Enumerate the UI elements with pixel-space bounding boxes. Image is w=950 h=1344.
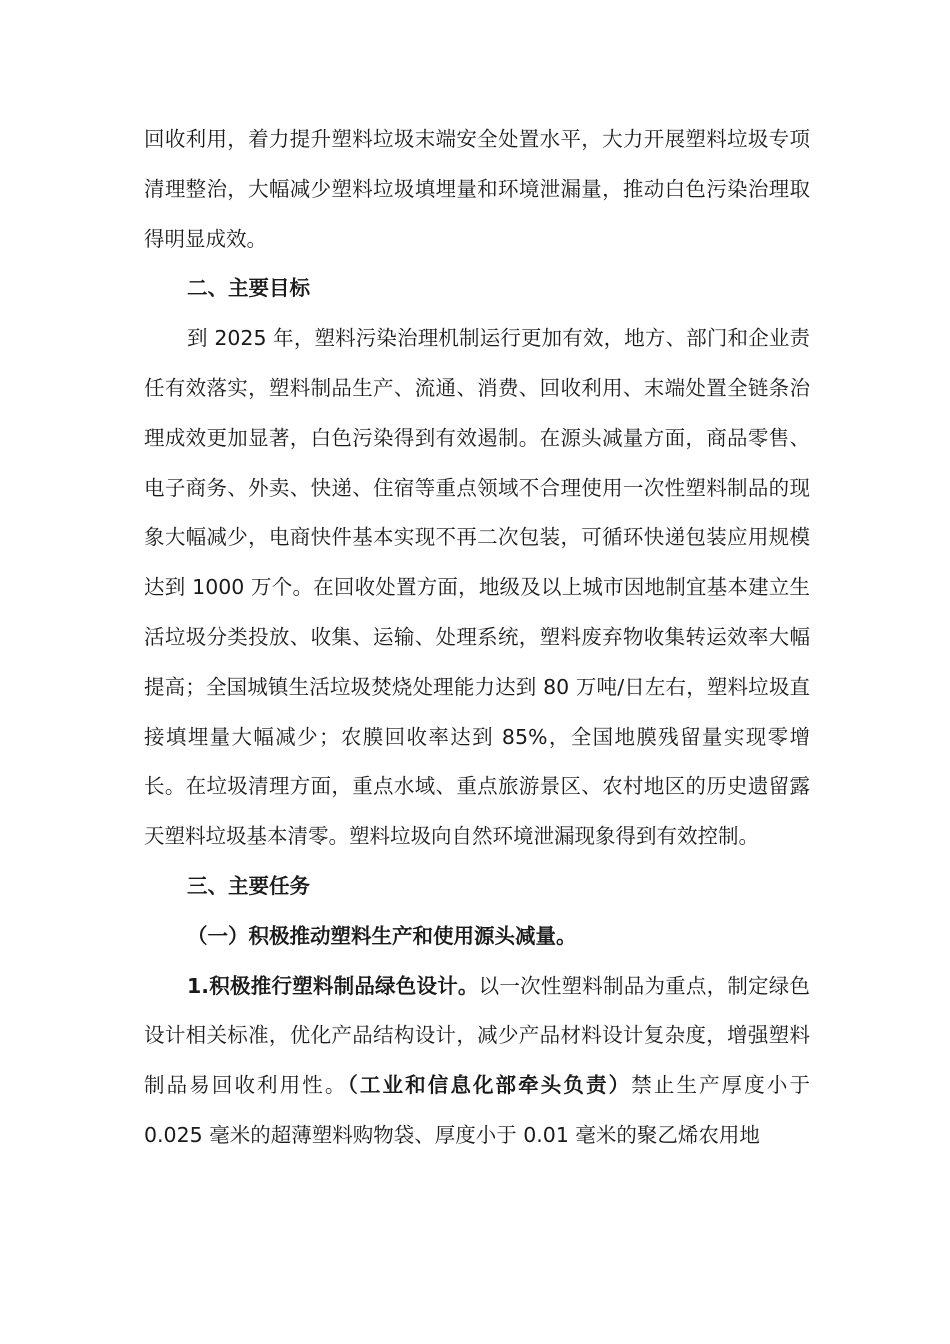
paragraph-continuation: 回收利用，着力提升塑料垃圾末端安全处置水平，大力开展塑料垃圾专项清理整治，大幅减少塑料垃圾填埋量和环境泄漏量，推动白色污染治理取得明显成效。 [144, 127, 810, 251]
item-1-text-a: 以一次性塑料制品为重点，制定绿色设计相关标准，优化产品结构设计，减少产品材料设计复杂度，增强塑料制品易回收利用性。 [144, 973, 811, 1098]
document-body [144, 115, 810, 1161]
section-heading-main-tasks: 三、主要任务 [187, 873, 310, 898]
item-1-title: 1.积极推行塑料制品绿色设计。 [187, 973, 479, 998]
item-1-responsible-dept: （工业和信息化部牵头负责） [347, 1073, 632, 1098]
paragraph-main-goals: 到 2025 年，塑料污染治理机制运行更加有效，地方、部门和企业责任有效落实，塑料制品生产、流通、消费、回收利用、末端处置全链条治理成效更加显著，白色污染得到有效遏制。在源头减量方面，商品零售、电子商务、外卖、快递、住宿等重点领域不合理使用一次性塑料制品的现象大幅减少，电商快件基本实现不再二次包装，可循环快递包装应用规模达到 1000 万个。在回收处置方面，地级及以上城市因地制宜基本建立生活垃圾分类投放、收集、运输、处理系统，塑料废弃物收集转运效率大幅提高；全国城镇生活垃圾焚烧处理能力达到 80 万吨/日左右，塑料垃圾直接填埋量大幅减少；农膜回收率达到 85%，全国地膜残留量实现零增长。在垃圾清理方面，重点水域、重点旅游景区、农村地区的历史遗留露天塑料垃圾基本清零。塑料垃圾向自然环境泄漏现象得到有效控制。 [144, 326, 810, 849]
paragraph-item-1 [144, 962, 810, 1161]
subsection-heading-source-reduction: （一）积极推动塑料生产和使用源头减量。 [187, 923, 577, 948]
section-heading-main-goals: 二、主要目标 [187, 276, 310, 301]
item-1-text-c: 禁止生产厚度小于 0.025 毫米的超薄塑料购物袋、厚度小于 0.01 毫米的聚乙烯农用地 [144, 1073, 811, 1147]
